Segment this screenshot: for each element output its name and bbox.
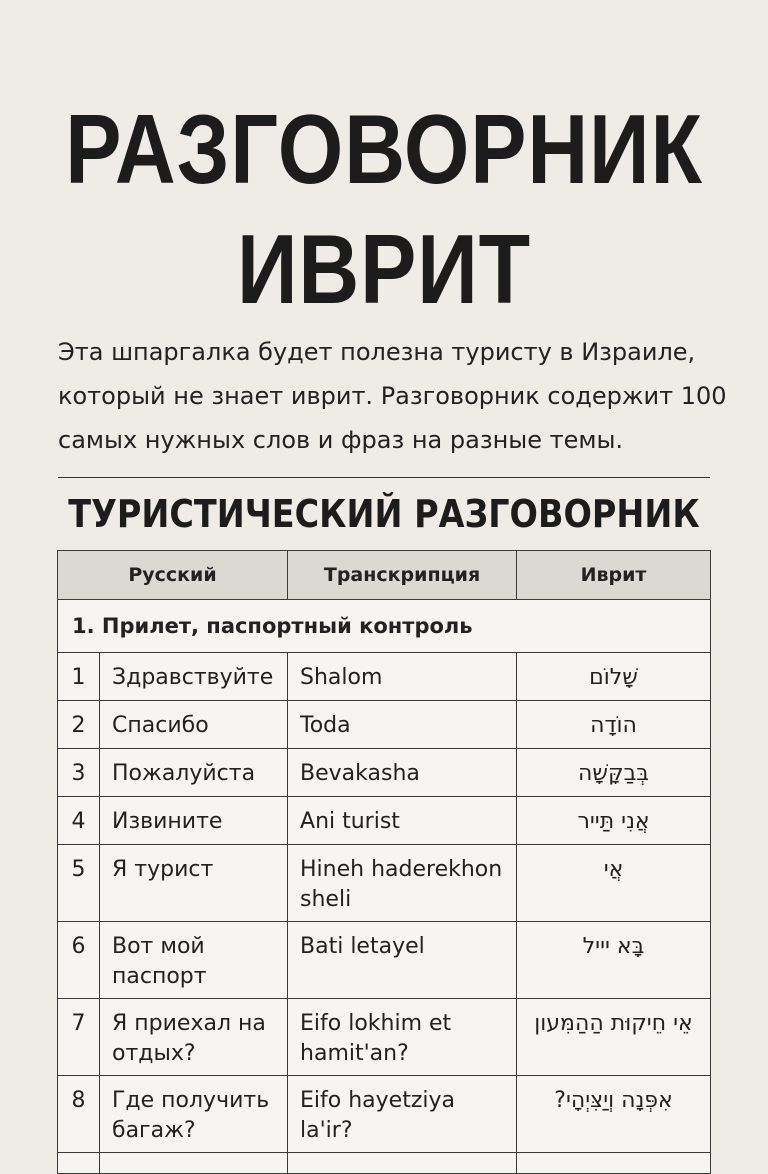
table-row: [58, 1153, 711, 1174]
table-row: [58, 653, 711, 701]
transcription: Ani turist: [288, 797, 517, 845]
intro-paragraph: [58, 330, 748, 462]
russian-phrase: Где получить багаж?: [100, 1076, 288, 1153]
row-number: 2: [58, 701, 100, 749]
transcription: Bevakasha: [288, 749, 517, 797]
row-number: 3: [58, 749, 100, 797]
transcription: Hineh haderekhon sheli: [288, 845, 517, 922]
row-number: 1: [58, 653, 100, 701]
hebrew-phrase: בְּבַקָּשָׁה: [517, 749, 711, 797]
transcription: Toda: [288, 701, 517, 749]
table-row: [58, 701, 711, 749]
intro-line-3: самых нужных слов и фраз на разные темы.: [58, 426, 624, 454]
intro-line-1: Эта шпаргалка будет полезна туристу в Израиле,: [58, 338, 696, 366]
header-russian: Русский: [58, 551, 288, 600]
section-title: 1. Прилет, паспортный контроль: [58, 600, 711, 653]
russian-phrase: Вот мой паспорт: [100, 922, 288, 999]
transcription: Shalom: [288, 653, 517, 701]
russian-phrase: Я приехал на отдых?: [100, 999, 288, 1076]
transcription: Eifo hayetziya la'ir?: [288, 1076, 517, 1153]
table-row: [58, 999, 711, 1076]
table-header-row: [58, 551, 711, 600]
table-cell: [288, 1153, 517, 1174]
table-row: [58, 845, 711, 922]
hebrew-phrase: אֵי חֵיקוּת הַהַמִּעון: [517, 999, 711, 1076]
table-row: [58, 797, 711, 845]
table-cell: [517, 1153, 711, 1174]
hebrew-phrase: אֲנִי תַּייר: [517, 797, 711, 845]
table-row: [58, 749, 711, 797]
header-hebrew: Иврит: [517, 551, 711, 600]
table-cell: [58, 1153, 100, 1174]
row-number: 8: [58, 1076, 100, 1153]
hebrew-phrase: שָׁלוֹם: [517, 653, 711, 701]
page-title-line-2: ИВРИТ: [236, 214, 532, 324]
divider: [58, 477, 710, 478]
intro-line-2: который не знает иврит. Разговорник содержит 100: [58, 382, 727, 410]
table-row: [58, 922, 711, 999]
russian-phrase: Я турист: [100, 845, 288, 922]
hebrew-phrase: הוֹדָה: [517, 701, 711, 749]
row-number: 6: [58, 922, 100, 999]
russian-phrase: Извините: [100, 797, 288, 845]
hebrew-phrase: אִפְּנָה וְיַצִּיְהָי?: [517, 1076, 711, 1153]
page-title-line-1: РАЗГОВОРНИК: [65, 94, 703, 204]
section-row: [58, 600, 711, 653]
transcription: Eifo lokhim et hamit'an?: [288, 999, 517, 1076]
section-heading: ТУРИСТИЧЕСКИЙ РАЗГОВОРНИК: [68, 492, 700, 536]
header-transcription: Транскрипция: [288, 551, 517, 600]
phrase-table: [57, 550, 711, 1174]
row-number: 4: [58, 797, 100, 845]
hebrew-phrase: בָּא יייל: [517, 922, 711, 999]
table-cell: [100, 1153, 288, 1174]
hebrew-phrase: אֲי: [517, 845, 711, 922]
row-number: 5: [58, 845, 100, 922]
row-number: 7: [58, 999, 100, 1076]
table-row: [58, 1076, 711, 1153]
russian-phrase: Спасибо: [100, 701, 288, 749]
russian-phrase: Здравствуйте: [100, 653, 288, 701]
russian-phrase: Пожалуйста: [100, 749, 288, 797]
transcription: Bati letayel: [288, 922, 517, 999]
